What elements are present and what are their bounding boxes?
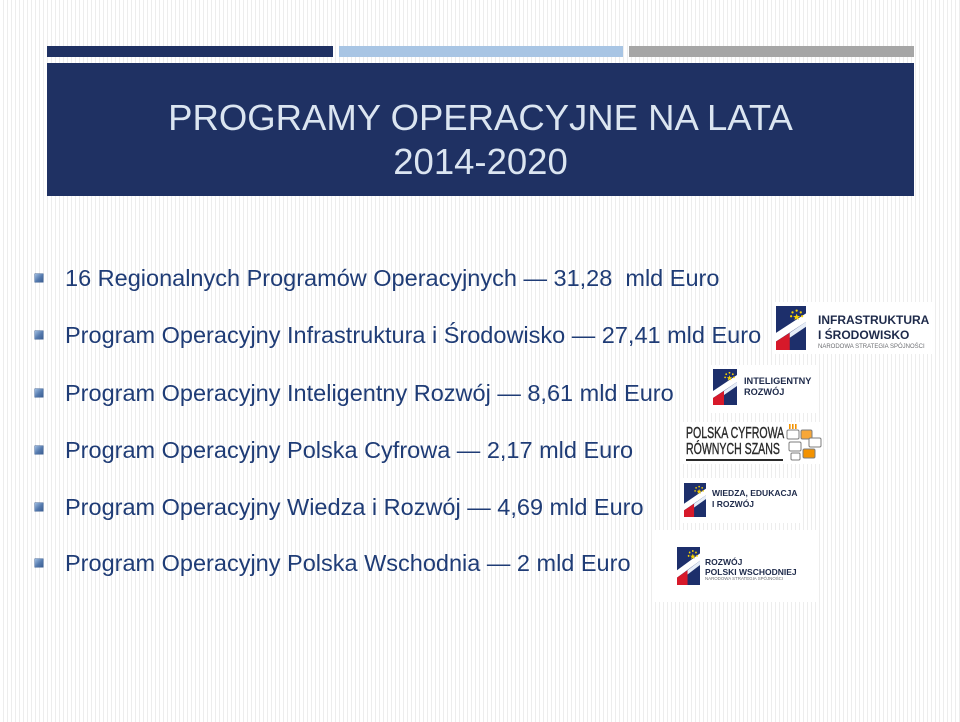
list-item-text: 16 Regionalnych Programów Operacyjnych — 31,28 mld Euro	[65, 265, 720, 291]
square-bullet-icon	[35, 331, 43, 339]
list-item-text: Program Operacyjny Polska Cyfrowa — 2,17 mld Euro	[65, 437, 634, 463]
logo-tagline: NARODOWA STRATEGIA SPÓJNOŚCI	[705, 576, 784, 581]
page-title: PROGRAMY OPERACYJNE NA LATA	[168, 97, 793, 138]
logo-inteligentny-rozwoj	[710, 365, 816, 413]
list-item-text: Program Operacyjny Infrastruktura i Środowisko — 27,41 mld Euro	[65, 322, 762, 348]
list-item-text: Program Operacyjny Wiedza i Rozwój — 4,69 mld Euro	[65, 494, 644, 520]
accent-bar-navy	[47, 46, 333, 57]
logo-text: I ROZWÓJ	[712, 499, 755, 509]
logo-wiedza-edukacja-rozwoj	[681, 478, 801, 523]
eu-funds-emblem-icon	[776, 306, 806, 350]
list-item-text: Program Operacyjny Polska Wschodnia — 2 mld Euro	[65, 550, 631, 576]
square-bullet-icon	[35, 389, 43, 397]
page-title-years: 2014-2020	[393, 141, 568, 182]
digital-squares-icon	[786, 424, 822, 462]
logo-text: POLSKA CYFROWA	[686, 425, 785, 442]
logo-polska-cyfrowa	[683, 422, 823, 464]
square-bullet-icon	[35, 274, 43, 282]
logo-text: POLSKI WSCHODNIEJ	[705, 566, 797, 577]
logo-text: RÓWNYCH SZANS	[686, 441, 780, 458]
list-item	[0, 493, 960, 521]
logo-text: WIEDZA, EDUKACJA	[712, 488, 798, 498]
logo-infrastruktura-i-srodowisko	[774, 302, 932, 354]
logo-text: INTELIGENTNY	[744, 376, 812, 386]
eu-funds-emblem-icon	[677, 547, 700, 585]
eu-funds-emblem-icon	[684, 483, 706, 517]
title-banner	[47, 63, 914, 196]
eu-funds-emblem-icon	[713, 369, 737, 405]
logo-text: ROZWÓJ	[705, 557, 743, 567]
logo-underline	[686, 459, 783, 461]
list-item	[0, 379, 960, 407]
accent-bar-light-blue	[339, 46, 623, 57]
logo-text: INFRASTRUKTURA	[818, 313, 930, 327]
square-bullet-icon	[35, 503, 43, 511]
square-bullet-icon	[35, 559, 43, 567]
list-item	[0, 264, 960, 292]
logo-text: ROZWÓJ	[744, 387, 785, 397]
logo-rozwoj-polski-wschodniej	[654, 530, 817, 602]
accent-bar-gray	[629, 46, 914, 57]
logo-text: I ŚRODOWISKO	[818, 328, 910, 342]
list-item-text: Program Operacyjny Inteligentny Rozwój — 8,61 mld Euro	[65, 380, 674, 406]
logo-tagline: NARODOWA STRATEGIA SPÓJNOŚCI	[818, 344, 925, 350]
square-bullet-icon	[35, 446, 43, 454]
